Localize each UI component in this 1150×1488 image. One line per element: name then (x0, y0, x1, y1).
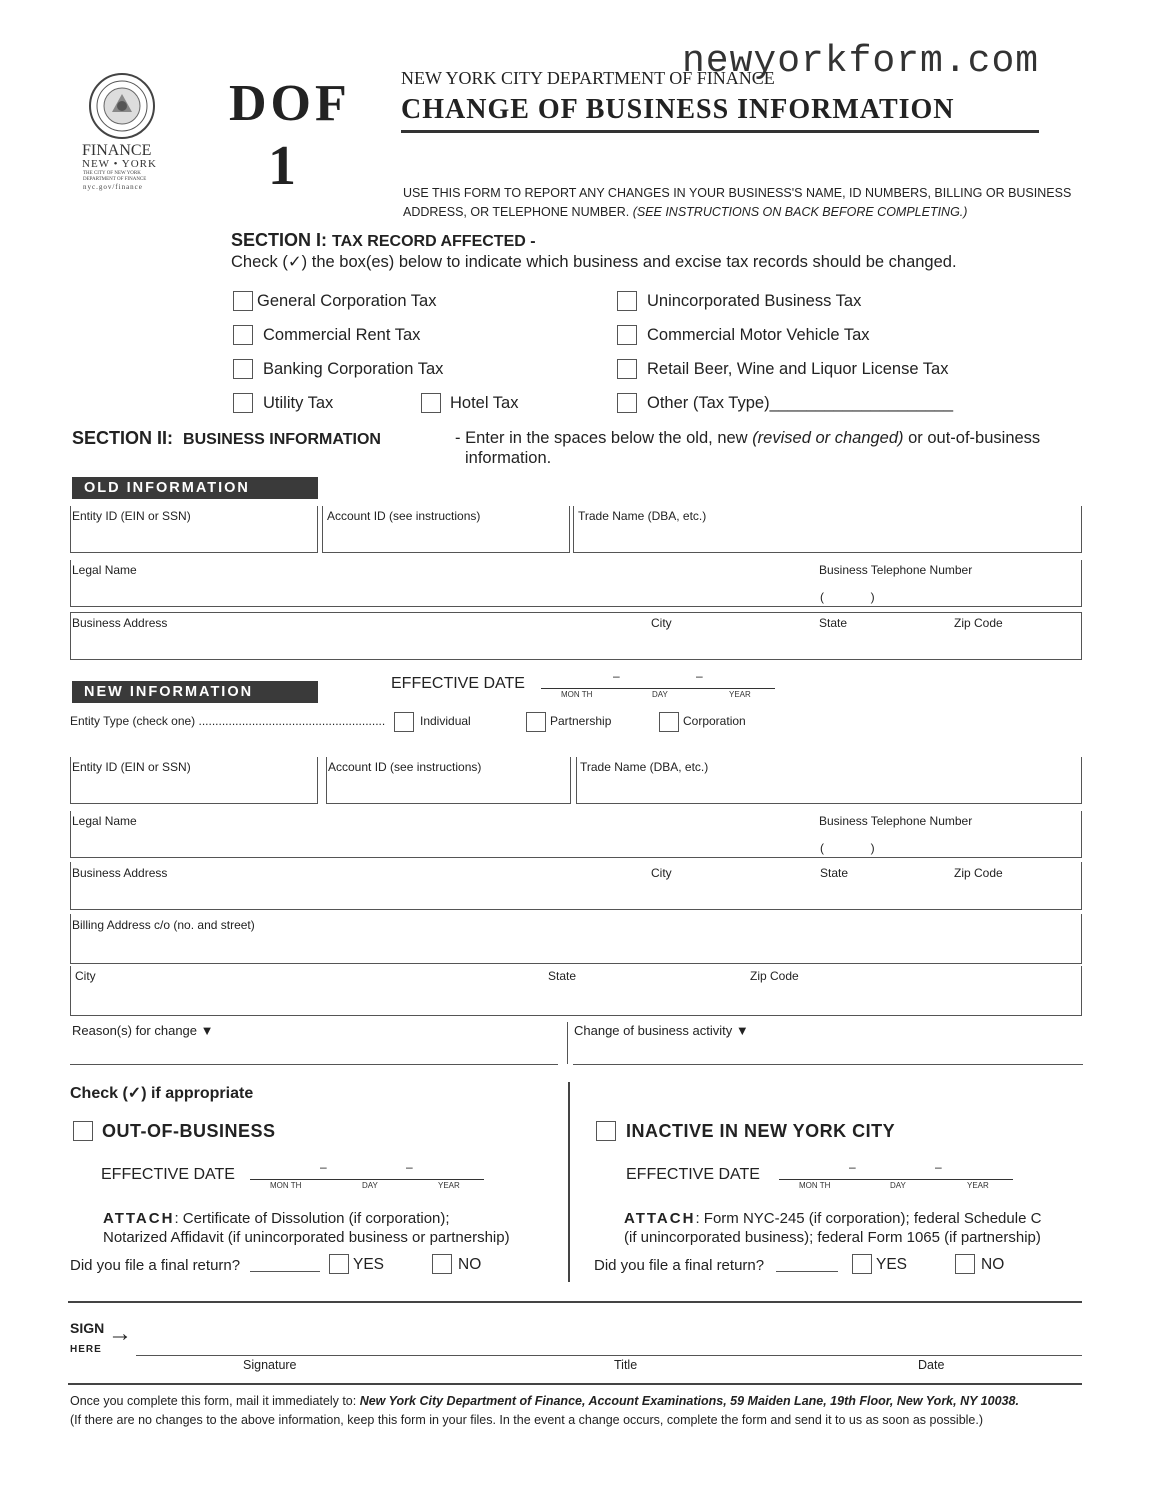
old-phone-paren: ( ) (820, 590, 875, 604)
date-label: Date (918, 1358, 945, 1372)
check-appropriate-heading: Check (✓) if appropriate (70, 1085, 254, 1102)
reasons-line[interactable] (70, 1064, 558, 1065)
new-trade-name-label: Trade Name (DBA, etc.) (580, 760, 709, 774)
date-dash-1: – (613, 669, 620, 683)
reasons-divider (567, 1022, 568, 1064)
checkbox-partnership[interactable] (526, 712, 546, 732)
check-section-divider (568, 1082, 570, 1282)
new-effective-date-line[interactable] (541, 688, 775, 689)
day-caption: DAY (652, 690, 668, 699)
new-city-label: City (651, 866, 672, 880)
inactive-yes-checkbox[interactable] (852, 1254, 872, 1274)
corporation-label: Corporation (683, 714, 746, 728)
old-zip-label: Zip Code (954, 616, 1003, 630)
billing-state-label: State (548, 969, 577, 983)
activity-line[interactable] (573, 1064, 1083, 1065)
oob-effective-date-label: EFFECTIVE DATE (101, 1166, 235, 1183)
inactive-title: INACTIVE IN NEW YORK CITY (626, 1121, 896, 1141)
date-dash-2: – (696, 669, 703, 683)
new-state-label: State (820, 866, 849, 880)
oob-no-label: NO (458, 1256, 482, 1273)
old-trade-name-label: Trade Name (DBA, etc.) (578, 509, 707, 523)
form-title: CHANGE OF BUSINESS INFORMATION (401, 94, 955, 125)
label-utility-tax: Utility Tax (263, 394, 334, 412)
checkbox-banking-corporation-tax[interactable] (233, 359, 253, 379)
checkbox-utility-tax[interactable] (233, 393, 253, 413)
checkbox-retail-beer-wine-liquor-tax[interactable] (617, 359, 637, 379)
inactive-dash-1: – (849, 1160, 856, 1174)
inactive-dash-2: – (935, 1160, 942, 1174)
checkbox-corporation[interactable] (659, 712, 679, 732)
inactive-final-return-label: Did you file a final return? (594, 1257, 765, 1274)
partnership-label: Partnership (550, 714, 612, 728)
new-information-tag: NEW INFORMATION (72, 681, 318, 703)
individual-label: Individual (420, 714, 471, 728)
label-commercial-motor-vehicle-tax: Commercial Motor Vehicle Tax (647, 326, 870, 344)
section1-description: Check (✓) the box(es) below to indicate which business and excise tax records should be changed. (231, 253, 957, 271)
oob-attach-line: ATTACH: Certificate of Dissolution (if corporation); (103, 1210, 450, 1227)
label-hotel-tax: Hotel Tax (450, 394, 519, 412)
checkbox-commercial-motor-vehicle-tax[interactable] (617, 325, 637, 345)
new-effective-date-label: EFFECTIVE DATE (391, 675, 525, 692)
finance-label: FINANCE (82, 142, 152, 159)
inactive-attach-line: ATTACH: Form NYC-245 (if corporation); federal Schedule C (624, 1210, 1042, 1227)
footer-mail-instructions: Once you complete this form, mail it immediately to: New York City Department of Finance, Account Examinations, 59 Maiden Lane, 19th Floor, New York, NY 10038. (70, 1394, 1019, 1408)
oob-final-return-line[interactable] (250, 1271, 320, 1272)
checkbox-other-tax[interactable] (617, 393, 637, 413)
inactive-effective-date-line[interactable] (779, 1179, 1013, 1180)
label-unincorporated-business-tax: Unincorporated Business Tax (647, 292, 862, 310)
oob-attach-line-2: Notarized Affidavit (if unincorporated business or partnership) (103, 1229, 510, 1246)
section2-description: - Enter in the spaces below the old, new (revised or changed) or out-of-business (455, 429, 1041, 447)
oob-year-caption: YEAR (438, 1181, 460, 1190)
month-caption: MON TH (561, 690, 593, 699)
nyc-seal-logo (88, 72, 156, 140)
checkbox-out-of-business[interactable] (73, 1121, 93, 1141)
old-account-id-label: Account ID (see instructions) (327, 509, 481, 523)
logo-small-2: DEPARTMENT OF FINANCE (83, 177, 147, 182)
oob-no-checkbox[interactable] (432, 1254, 452, 1274)
inactive-month-caption: MON TH (799, 1181, 831, 1190)
inactive-attach-line-2: (if unincorporated business); federal Form 1065 (if partnership) (624, 1229, 1041, 1246)
checkbox-inactive-nyc[interactable] (596, 1121, 616, 1141)
entity-type-label: Entity Type (check one) ........................................................ (70, 714, 386, 728)
form-code: DOF (229, 75, 351, 132)
label-banking-corporation-tax: Banking Corporation Tax (263, 360, 444, 378)
out-of-business-title: OUT-OF-BUSINESS (102, 1121, 276, 1141)
section1-heading: SECTION I: TAX RECORD AFFECTED - (231, 230, 536, 250)
inactive-day-caption: DAY (890, 1181, 906, 1190)
city-label: NEW • YORK (82, 158, 157, 170)
checkbox-individual[interactable] (394, 712, 414, 732)
inactive-year-caption: YEAR (967, 1181, 989, 1190)
label-retail-beer-wine-liquor-tax: Retail Beer, Wine and Liquor License Tax (647, 360, 949, 378)
reasons-label: Reason(s) for change ▼ (72, 1023, 214, 1038)
oob-yes-label: YES (353, 1256, 385, 1273)
old-legal-name-label: Legal Name (72, 563, 137, 577)
oob-final-return-label: Did you file a final return? (70, 1257, 241, 1274)
form-number: 1 (268, 135, 296, 197)
billing-address-label: Billing Address c/o (no. and street) (72, 918, 255, 932)
inactive-no-checkbox[interactable] (955, 1254, 975, 1274)
instructions-line-1: USE THIS FORM TO REPORT ANY CHANGES IN YOUR BUSINESS'S NAME, ID NUMBERS, BILLING OR BUSINESS (403, 186, 1072, 200)
checkbox-hotel-tax[interactable] (421, 393, 441, 413)
new-entity-id-label: Entity ID (EIN or SSN) (72, 760, 191, 774)
year-caption: YEAR (729, 690, 751, 699)
new-phone-label: Business Telephone Number (819, 814, 973, 828)
old-phone-label: Business Telephone Number (819, 563, 973, 577)
title-label: Title (614, 1358, 638, 1372)
billing-zip-label: Zip Code (750, 969, 799, 983)
oob-day-caption: DAY (362, 1181, 378, 1190)
signature-label: Signature (243, 1358, 297, 1372)
old-address-label: Business Address (72, 616, 168, 630)
old-address-field[interactable] (70, 612, 1082, 660)
watermark: newyorkform.com (682, 40, 1040, 83)
logo-url: nyc.gov/finance (83, 183, 143, 191)
signature-line[interactable] (136, 1355, 1082, 1356)
checkbox-general-corporation-tax[interactable] (233, 291, 253, 311)
footer-note: (If there are no changes to the above information, keep this form in your files. In the event a change occurs, complete the form and send it to us as soon as possible.) (70, 1413, 984, 1427)
new-zip-label: Zip Code (954, 866, 1003, 880)
new-address-field[interactable] (70, 862, 1082, 910)
new-phone-paren: ( ) (820, 841, 875, 855)
oob-dash-2: – (406, 1160, 413, 1174)
section2-heading: SECTION II: BUSINESS INFORMATION (72, 428, 381, 448)
checkbox-unincorporated-business-tax[interactable] (617, 291, 637, 311)
title-underline (401, 130, 1039, 133)
activity-label: Change of business activity ▼ (574, 1023, 749, 1038)
oob-month-caption: MON TH (270, 1181, 302, 1190)
logo-small-1: THE CITY OF NEW YORK (83, 171, 141, 176)
section2-description-2: information. (465, 449, 552, 467)
oob-yes-checkbox[interactable] (329, 1254, 349, 1274)
checkbox-commercial-rent-tax[interactable] (233, 325, 253, 345)
sign-label: SIGN (70, 1320, 105, 1336)
oob-effective-date-line[interactable] (250, 1179, 484, 1180)
new-address-label: Business Address (72, 866, 168, 880)
label-commercial-rent-tax: Commercial Rent Tax (263, 326, 421, 344)
department-name: NEW YORK CITY DEPARTMENT OF FINANCE (401, 68, 775, 88)
label-other-tax: Other (Tax Type)____________________ (647, 394, 954, 412)
label-general-corporation-tax: General Corporation Tax (257, 292, 437, 310)
sign-bottom-rule (68, 1383, 1082, 1385)
new-account-id-label: Account ID (see instructions) (328, 760, 482, 774)
sign-top-rule (68, 1301, 1082, 1303)
old-city-label: City (651, 616, 672, 630)
billing-city-label: City (75, 969, 96, 983)
inactive-final-return-line[interactable] (776, 1271, 838, 1272)
here-label: HERE (70, 1344, 102, 1355)
old-state-label: State (819, 616, 848, 630)
oob-dash-1: – (320, 1160, 327, 1174)
new-legal-name-label: Legal Name (72, 814, 137, 828)
inactive-effective-date-label: EFFECTIVE DATE (626, 1166, 760, 1183)
instructions-line-2: ADDRESS, OR TELEPHONE NUMBER. (SEE INSTRUCTIONS ON BACK BEFORE COMPLETING.) (403, 205, 968, 219)
inactive-yes-label: YES (876, 1256, 908, 1273)
sign-arrow-icon: → (108, 1320, 132, 1347)
old-entity-id-label: Entity ID (EIN or SSN) (72, 509, 191, 523)
old-information-tag: OLD INFORMATION (72, 477, 318, 499)
inactive-no-label: NO (981, 1256, 1005, 1273)
